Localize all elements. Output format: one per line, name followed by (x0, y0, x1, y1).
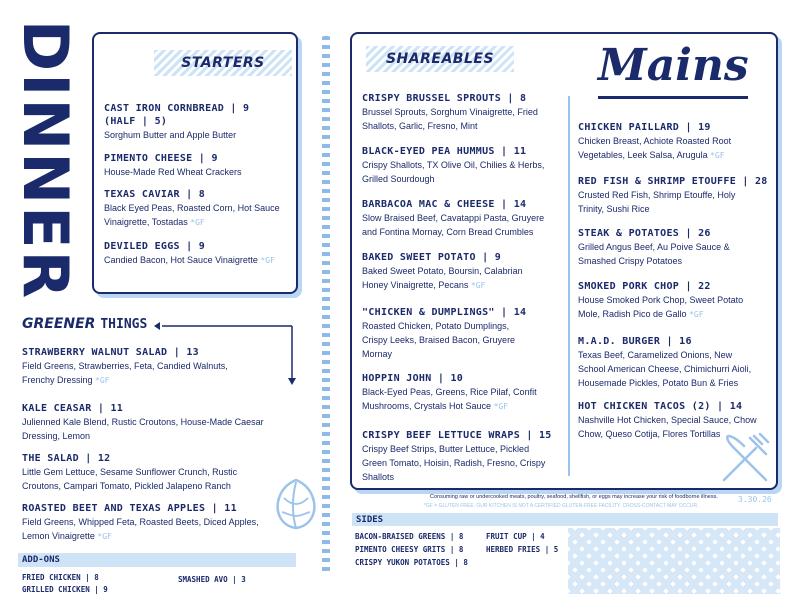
lettuce-icon (272, 474, 320, 532)
greener-item: KALE CEASAR | 11 Julienned Kale Blend, Rustic Croutons, House-Made Caesar Dressing, Lemon (22, 403, 264, 441)
main-item: CHICKEN PAILLARD | 19 Chicken Breast, Achiote Roasted Root Vegetables, Leek Salsa, Arugula *GF (578, 122, 732, 160)
gf-badge: *GF (710, 151, 725, 160)
starter-item: DEVILED EGGS | 9 Candied Bacon, Hot Sauce Vinaigrette *GF (104, 241, 275, 265)
mains-separator (568, 96, 570, 476)
main-item: RED FISH & SHRIMP ETOUFFE | 28 Crusted Red Fish, Shrimp Etouffe, Holy Trinity, Sushi Rice (578, 176, 768, 214)
addons-heading: ADD-ONS (18, 553, 296, 567)
fork-knife-icon (716, 432, 774, 486)
starter-item: TEXAS CAVIAR | 8 Black Eyed Peas, Roasted Corn, Hot Sauce Vinaigrette, Tostadas *GF (104, 189, 280, 227)
dinner-title (9, 18, 82, 302)
shareable-item: BLACK-EYED PEA HUMMUS | 11 Crispy Shallots, TX Olive Oil, Chilies & Herbs, Grilled Sourdough (362, 146, 545, 184)
gf-badge: *GF (95, 376, 110, 385)
menu-date: 3.30.26 (738, 495, 772, 504)
column-divider (322, 36, 330, 576)
shareable-item: HOPPIN JOHN | 10 Black-Eyed Peas, Greens, Rice Pilaf, Confit Mushrooms, Crystals Hot Sauce *GF (362, 373, 537, 411)
dinner-title-text: DINNER (9, 19, 82, 301)
shareable-item: "CHICKEN & DUMPLINGS" | 14 Roasted Chicken, Potato Dumplings, Crispy Leeks, Braised Bacon, Gruyere Mornay (362, 307, 527, 359)
gf-badge: *GF (260, 256, 275, 265)
addon-item: GRILLED CHICKEN | 9 (22, 585, 108, 594)
greener-heading: GREENER THINGS (22, 316, 148, 332)
addon-item: SMASHED AVO | 3 (178, 575, 246, 584)
starter-item: PIMENTO CHEESE | 9 House-Made Red Wheat Crackers (104, 153, 242, 177)
gf-badge: *GF (190, 218, 205, 227)
shareable-item: BAKED SWEET POTATO | 9 Baked Sweet Potato, Boursin, Calabrian Honey Vinaigrette, Pecans *GF (362, 252, 523, 290)
shareables-heading: SHAREABLES (366, 46, 514, 72)
main-item: SMOKED PORK CHOP | 22 House Smoked Pork Chop, Sweet Potato Mole, Radish Pico de Gallo *GF (578, 281, 744, 319)
side-item: CRISPY YUKON POTATOES | 8 (355, 558, 468, 567)
greener-item: THE SALAD | 12 Little Gem Lettuce, Sesame Sunflower Crunch, Rustic Croutons, Campari Tomato, Pickled Jalapeno Ranch (22, 453, 238, 491)
main-item: STEAK & POTATOES | 26 Grilled Angus Beef, Au Poive Sauce & Smashed Crispy Potatoes (578, 228, 730, 266)
side-item: BACON-BRAISED GREENS | 8 (355, 532, 464, 541)
food-safety-notice: Consuming raw or undercooked meats, poultry, seafood, shellfish, or eggs may increase your risk of foodborne illness. (430, 494, 718, 500)
diamond-pattern (568, 528, 780, 594)
shareable-item: CRISPY BRUSSEL SPROUTS | 8 Brussel Sprouts, Sorghum Vinaigrette, Fried Shallots, Garlic, Fresno, Mint (362, 93, 538, 131)
greener-item: ROASTED BEET AND TEXAS APPLES | 11 Field Greens, Whipped Feta, Roasted Beets, Diced Apples, Lemon Vinaigrette *GF (22, 503, 259, 541)
shareable-item: CRISPY BEEF LETTUCE WRAPS | 15 Crispy Beef Strips, Butter Lettuce, Pickled Green Tomato, Hoisin, Radish, Fresno, Crispy Shallots (362, 430, 552, 482)
main-item: M.A.D. BURGER | 16 Texas Beef, Caramelized Onions, New School American Cheese, Chimichurri Aioli, Housemade Pickles, Potato Bun & Fries (578, 336, 752, 388)
gf-badge: *GF (493, 402, 509, 411)
sides-heading: SIDES (352, 513, 778, 526)
gf-badge: *GF (689, 310, 704, 319)
side-item: FRUIT CUP | 4 (486, 532, 545, 541)
starters-heading: STARTERS (154, 50, 292, 76)
gluten-free-notice: *GF = GLUTEN FREE. OUR KITCHEN IS NOT A CERTIFIED GLUTEN-FREE FACILITY. CROSS-CONTACT MAY OCCUR. (424, 503, 699, 509)
greener-item: STRAWBERRY WALNUT SALAD | 13 Field Greens, Strawberries, Feta, Candied Walnuts, Frenchy Dressing *GF (22, 347, 228, 385)
starters-box (92, 32, 298, 294)
side-item: PIMENTO CHEESY GRITS | 8 (355, 545, 464, 554)
mains-underline (598, 96, 748, 99)
gf-badge: *GF (97, 532, 112, 541)
starter-item: CAST IRON CORNBREAD | 9 (HALF | 5) Sorghum Butter and Apple Butter (104, 103, 250, 140)
gf-badge: *GF (470, 281, 486, 290)
shareable-item: BARBACOA MAC & CHEESE | 14 Slow Braised Beef, Cavatappi Pasta, Gruyere and Fontina Mornay, Corn Bread Crumbles (362, 199, 545, 237)
mains-heading: Mains (598, 40, 749, 91)
side-item: HERBED FRIES | 5 (486, 545, 559, 554)
addon-item: FRIED CHICKEN | 8 (22, 573, 99, 582)
main-item: HOT CHICKEN TACOS (2) | 14 Nashville Hot Chicken, Special Sauce, Chow Chow, Queso Cotija, Flores Tortillas (578, 401, 757, 439)
